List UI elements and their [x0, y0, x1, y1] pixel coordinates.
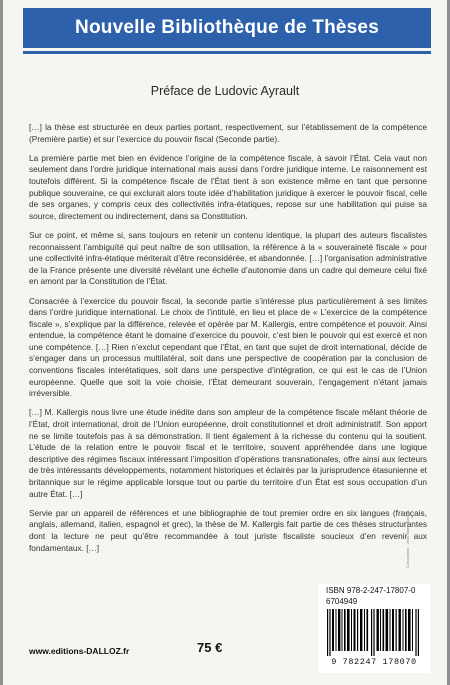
publisher-url[interactable]: www.editions-DALLOZ.fr [29, 646, 130, 656]
barcode-box [318, 584, 430, 673]
paragraph: […] M. Kallergis nous livre une étude inédite dans son ampleur de la compétence fiscale mêlant théorie de l’État, droit international, droit de l’Union européenne, droit constitutionnel et droit administratif. Son apport ne se limite toutefois pas à sa démonstration. Il tient également à la richesse du contenu qui la soutient. L’étude de la relation entre le pouvoir fiscal et le territoire, souvent appréhendée dans une logique descriptive des régimes fiscaux intéressant l’imposition d’opérations transnationales, offre ainsi aux lecteurs de très intéressants développements, notamment historiques et éclairés par la jurisprudence étasunienne et britannique sur le régime applicable lorsque tout ou partie du territoire d’un État est sous occupation d’un autre État. […] [29, 407, 427, 499]
preface-title: Préface de Ludovic Ayrault [150, 84, 300, 98]
paragraph: Servie par un appareil de références et une bibliographie de tout premier ordre en six langues (français, anglais, allemand, italien, espagnol et grec), la thèse de M. Kallergis fait partie de ces thèses structurantes dont la lecture ne peut qu’être recommandée à tout juriste fiscaliste soucieux d’en revenir aux fondamentaux. […] [29, 507, 427, 553]
barcode-icon [327, 609, 421, 656]
paragraph: La première partie met bien en évidence l’origine de la compétence fiscale, à savoir l’État. Cela vaut non seulement dans l’ordre juridique international mais aussi dans l’ordre juridique interne. Le raisonnement est toutefois différent. Si la compétence fiscale de l’État tient à son existence même en tant que personne publique souveraine, ce qui exclurait alors toute idée d’habilitation juridique à exercer le pouvoir fiscal, celle de ses organes, y compris ceux des collectivités infra-étatiques, repose sur une habilitation qui puise sa source, directement ou indirectement, dans sa Constitution. [29, 152, 427, 221]
paragraph: Sur ce point, et même si, sans toujours en retenir un contenu identique, la plupart des auteurs fiscalistes reconnaissent l’ambiguïté qui peut naître de son utilisation, la référence à la « souveraineté fiscale » pour une collectivité infra-étatique mériterait d’être reconsidérée, et abandonnée. […] l’organisation administrative de la France présente une diversité révélant une échelle d’autonomie dans un cadre qui demeure celui fixé en amont par la Constitution de l’État. [29, 229, 427, 287]
series-title: Nouvelle Bibliothèque de Thèses [75, 17, 379, 38]
design-credit: Conception : Jean-Marie Barrios [405, 510, 410, 568]
product-code: 6704949 [326, 597, 358, 606]
paragraph: […] la thèse est structurée en deux parties portant, respectivement, sur l’établissement de la compétence (Première partie) et sur l’exercice du pouvoir fiscal (Seconde partie). [29, 122, 427, 144]
preface-text [29, 122, 427, 562]
banner-rule [23, 51, 431, 54]
ean-number: 9 782247 178070 [331, 657, 417, 667]
paragraph: Consacrée à l’exercice du pouvoir fiscal, la seconde partie s’intéresse plus particulièrement à ses limites dans l’ordre juridique international. Le choix de l’intitulé, en lieu et place de « L’exercice de la compétence fiscale », s’explique par la différence, relevée et opérée par M. Kallergis, entre compétence et pouvoir. Ainsi entendue, la compétence étant le domaine d’exercice du pouvoir, c’est bien le pouvoir qui est exercé et non une compétence. […] Rien n’exclut cependant que l’État, en tant que sujet de droit international, décide de s’engager dans un processus multilatéral, soit dans une perspective de coopération par la conclusion de conventions fiscales interétatiques, soit dans une perspective d’intégration, ce qui est le cas de l’Union européenne. Quelle que soit la voie choisie, l’État demeurant souverain, l’engagement n’étant jamais irréversible. [29, 295, 427, 399]
series-banner [23, 8, 431, 48]
isbn-label: ISBN 978-2-247-17807-0 [326, 586, 416, 595]
price: 75 € [197, 640, 223, 655]
